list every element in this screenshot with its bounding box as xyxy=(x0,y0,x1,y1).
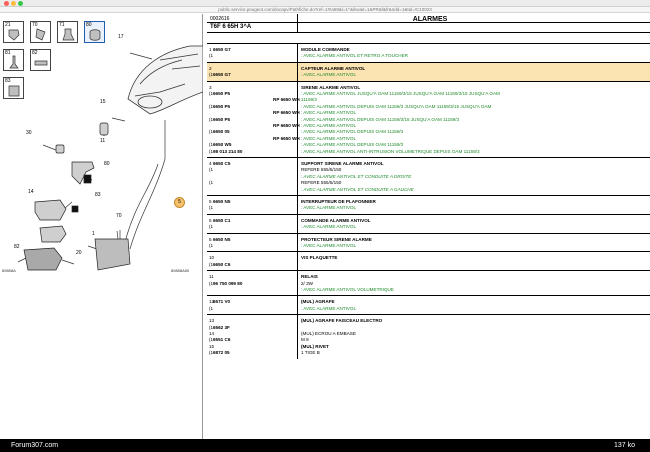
part-description: PROTECTEUR SIRENE ALARME xyxy=(301,236,372,242)
part-description: : AVEC ALARME ANTIVOL ET RETRO A TOUCHER xyxy=(301,53,408,59)
part-description: : AVEC ALARME ANTIVOL ANTI-INTRUSION VOLUMETRIQUE DEPUIS OAM 11159/3 xyxy=(301,148,480,154)
part-description: : AVEC ALARME ANTIVOL DEPUIS OAM 11159/3 xyxy=(301,142,404,148)
part-number[interactable]: 6551 C6 xyxy=(213,337,231,343)
part-description: REFERE 555/5/150 xyxy=(301,167,342,173)
line-number: 14 xyxy=(209,330,215,336)
part-group[interactable] xyxy=(207,43,650,62)
diagram-code-left: 89858A xyxy=(2,268,16,273)
callout-label[interactable]: 11 xyxy=(100,138,106,144)
car-body-drawing xyxy=(128,46,203,114)
part-description: : AVEC ALARME ANTIVOL DEPUIS OAM 11159/3/15 JUSQU'A OAM 11159/3 xyxy=(301,116,460,122)
part-description: : AVEC ALARME ANTIVOL xyxy=(301,72,357,78)
callout-label[interactable]: 15 xyxy=(100,99,106,105)
part-description: REFERE 555/5/150 xyxy=(301,180,342,186)
part-number[interactable]: 6650 C5 xyxy=(213,161,231,166)
part-description: : AVEC ALARME ANTIVOL xyxy=(301,122,357,128)
thumbnail-number: 71 xyxy=(59,22,65,28)
callout-label[interactable]: 30 xyxy=(26,130,32,136)
part-description: (MUL) ECROU A EMBASE xyxy=(301,330,356,336)
line-number: (1 xyxy=(209,53,214,59)
document-reference: 0002616 xyxy=(210,16,230,22)
part-group[interactable] xyxy=(207,81,650,157)
part-30-drawing xyxy=(56,145,64,153)
part-number[interactable]: 6650 P5 xyxy=(213,103,231,109)
line-number: 10 xyxy=(209,255,215,261)
part-number[interactable]: 6571 V0 xyxy=(213,299,231,305)
line-number: 12 xyxy=(209,299,215,305)
part-description: 2/ 3W xyxy=(301,280,313,286)
part-description: 1 TIGE B xyxy=(301,350,320,356)
part-description: : AVEC ALARME ANTIVOL xyxy=(301,135,357,141)
thumbnail-number: 21 xyxy=(5,22,11,28)
thumbnail-number: 80 xyxy=(86,22,92,28)
part-description: : AVEC ALARME ANTIVOL DEPUIS OAM 11159/3 JUSQU'A OAM 11159/3/15 JUSQU'A OAM xyxy=(301,103,492,109)
part-description: : AVEC ALARME ANTIVOL xyxy=(301,205,357,211)
thumbnail-number: 83 xyxy=(5,78,11,84)
line-number: 4 xyxy=(209,161,212,166)
part-number[interactable]: 6650 05 xyxy=(213,129,230,135)
line-number: 2 xyxy=(209,65,212,71)
parts-list-panel xyxy=(207,14,650,439)
part-description: : AVEC ALARME ANTIVOL DEPUIS OAM 11159/3 xyxy=(301,129,404,135)
part-1-drawing xyxy=(95,239,130,270)
callout-label[interactable]: 1 xyxy=(92,231,95,237)
part-number[interactable]: 6650 N5 xyxy=(213,236,231,242)
part-description: 11159/3 xyxy=(301,97,317,103)
part-description: : AVEC ALARME ANTIVOL VOLUMETRIQUE xyxy=(301,286,394,292)
part-group[interactable] xyxy=(207,233,650,252)
part-number[interactable]: 6650 G7 xyxy=(213,72,231,78)
part-group[interactable] xyxy=(207,314,650,358)
part-number[interactable]: 6650 C1 xyxy=(213,217,231,223)
callout-label[interactable]: 70 xyxy=(116,213,122,219)
part-number[interactable]: 6650 G7 xyxy=(213,47,231,52)
callout-label[interactable]: 80 xyxy=(104,161,110,167)
line-number: (1 xyxy=(209,337,214,343)
bottom-bar xyxy=(0,439,650,452)
line-number: 5 xyxy=(209,236,212,242)
part-number[interactable]: 6650 W5 xyxy=(213,142,232,148)
part-80-drawing xyxy=(84,175,91,183)
highlighted-part-badge[interactable]: 5 xyxy=(174,197,185,208)
part-number[interactable]: 6872 05 xyxy=(213,350,230,356)
part-number[interactable]: 6650 C6 xyxy=(213,261,231,267)
replacement-part-number[interactable]: RP 6650 WH xyxy=(273,135,300,141)
line-number: (1 xyxy=(209,280,214,286)
callout-label[interactable]: 20 xyxy=(76,250,82,256)
part-description: : AVEC ALARME ANTIVOL JUSQU'A OAM 11159/3/15 JUSQU'A OAM 11159/3/15 JUSQU'A OAM xyxy=(301,90,500,96)
thumbnail-number: 81 xyxy=(5,50,11,56)
part-number[interactable]: 6650 P5 xyxy=(213,116,231,122)
minimize-window-button[interactable] xyxy=(11,1,16,6)
callout-label[interactable]: 14 xyxy=(28,189,34,195)
line-number: (1 xyxy=(209,224,214,230)
line-number: (1 xyxy=(209,242,214,248)
line-number: 5 xyxy=(209,217,212,223)
part-number[interactable]: 6650 P5 xyxy=(213,90,231,96)
browser-titlebar xyxy=(0,0,650,7)
part-description: : AVEC ALARME ANTIVOL ET CONDUITE A DROITE xyxy=(301,173,412,179)
part-description: : AVEC ALARME ANTIVOL xyxy=(301,110,357,116)
part-description: SUPPORT SIRENE ALARME ANTIVOL xyxy=(301,161,384,166)
callout-label[interactable]: 17 xyxy=(118,34,124,40)
part-14-drawing xyxy=(35,200,66,220)
part-description: : AVEC ALARME ANTIVOL ET CONDUITE A GAUCHE xyxy=(301,186,414,192)
line-number: (1 xyxy=(209,129,214,135)
thumbnail-number: 70 xyxy=(32,22,38,28)
part-20-drawing xyxy=(40,226,66,242)
address-bar[interactable] xyxy=(0,7,650,13)
line-number: (1 xyxy=(209,142,214,148)
line-number: 5 xyxy=(209,199,212,204)
parts-list-header xyxy=(207,14,650,43)
part-group[interactable] xyxy=(207,214,650,233)
part-description: SIRENE ALARME ANTIVOL xyxy=(301,84,361,90)
part-group[interactable] xyxy=(207,157,650,195)
line-number: (1 xyxy=(209,180,214,186)
exploded-diagram xyxy=(0,14,203,274)
part-group[interactable] xyxy=(207,295,650,314)
exploded-diagram-panel xyxy=(0,14,203,439)
file-size: 137 ko xyxy=(614,442,636,449)
part-number[interactable]: 6650 N5 xyxy=(213,199,231,204)
part-description: M 8 xyxy=(301,337,309,343)
replacement-part-number[interactable]: RP 6650 WH xyxy=(273,122,300,128)
line-number: (1 xyxy=(209,350,214,356)
line-number: 13 xyxy=(209,318,215,324)
part-83-drawing xyxy=(72,206,78,212)
line-number: 3 xyxy=(209,84,212,90)
replacement-part-number[interactable]: RP 6650 WH xyxy=(273,97,300,103)
part-number[interactable]: 98 013 214 80 xyxy=(213,148,243,154)
part-description: : AVEC ALARME ANTIVOL xyxy=(301,242,357,248)
part-number[interactable]: 6562 3F xyxy=(213,324,230,330)
part-description: : AVEC ALARME ANTIVOL xyxy=(301,224,357,230)
line-number: (1 xyxy=(209,167,214,173)
line-number: 11 xyxy=(209,274,214,280)
close-window-button[interactable] xyxy=(4,1,9,6)
part-description: : AVEC ALARME ANTIVOL xyxy=(301,305,357,311)
vehicle-code: T6F 6 65H 3^A xyxy=(210,24,252,30)
thumbnail-number: 82 xyxy=(32,50,38,56)
part-group[interactable] xyxy=(207,270,650,295)
page-title: ALARMES xyxy=(412,16,448,23)
part-description: VIS PLAQUETTE xyxy=(301,255,338,261)
line-number: (1 xyxy=(209,261,214,267)
part-description: (MUL) AGRAFE xyxy=(301,299,335,305)
url-text: public.service.peugeot.com/docapv/Pathfiche.do?ref=1#!a69&l=1^&ikwait=1&PR&f&fr&ndd=1&tal=!C10023 xyxy=(218,7,432,12)
part-description: COMMANDE ALARME ANTIVOL xyxy=(301,217,371,223)
line-number: (1 xyxy=(209,90,214,96)
part-description: MODULE COMMANDE xyxy=(301,47,350,52)
zoom-window-button[interactable] xyxy=(18,1,23,6)
part-number[interactable]: 96 750 099 80 xyxy=(213,280,243,286)
diagram-code-right: 89858A50 xyxy=(171,268,190,273)
line-number: (1 xyxy=(209,324,214,330)
callout-label[interactable]: 82 xyxy=(14,244,20,250)
line-number: (1 xyxy=(209,148,214,154)
part-group[interactable] xyxy=(207,195,650,214)
part-group[interactable] xyxy=(207,251,650,270)
replacement-part-number[interactable]: RP 6650 WH xyxy=(273,110,300,116)
callout-label[interactable]: 83 xyxy=(95,192,101,198)
part-description: CAPTEUR ALARME ANTIVOL xyxy=(301,65,366,71)
part-description: INTERRUPTEUR DE PLAFONNIER xyxy=(301,199,376,204)
line-number: (1 xyxy=(209,72,214,78)
line-number: (1 xyxy=(209,205,214,211)
line-number: (1 xyxy=(209,305,214,311)
part-description: RELAIS xyxy=(301,274,318,280)
line-number: (1 xyxy=(209,116,214,122)
part-description: (MUL) AGRAFE FAISCEAU ELECTRO xyxy=(301,318,383,324)
site-brand: Forum307.com xyxy=(11,442,59,449)
part-15-drawing xyxy=(100,123,108,135)
part-description: (MUL) RIVET xyxy=(301,343,329,349)
part-group[interactable] xyxy=(207,62,650,81)
line-number: 15 xyxy=(209,343,215,349)
part-82-drawing xyxy=(24,248,62,270)
line-number: 1 xyxy=(209,47,212,52)
line-number: (1 xyxy=(209,103,214,109)
